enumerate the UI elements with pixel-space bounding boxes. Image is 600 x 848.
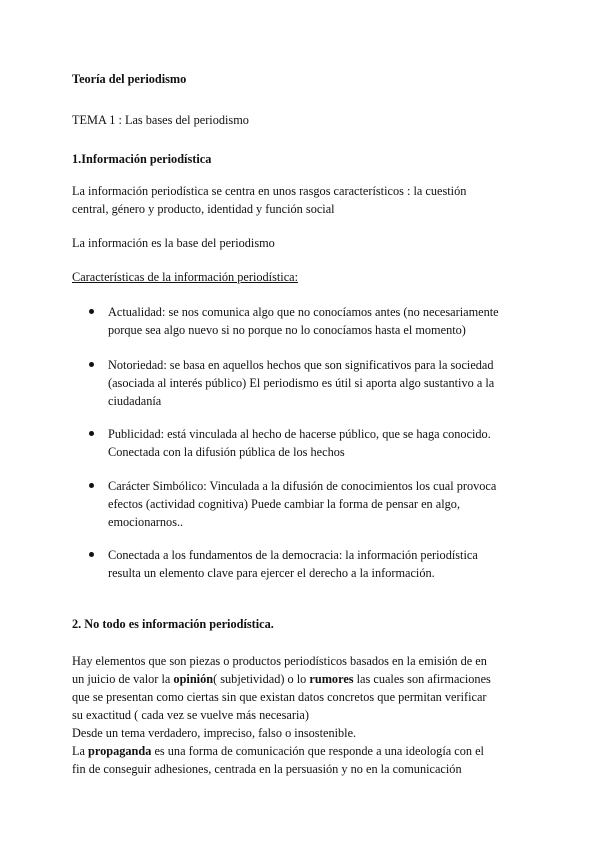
text-run: La — [72, 744, 89, 758]
text-line: emocionarnos.. — [108, 515, 184, 529]
section2-paragraph1 — [72, 652, 532, 778]
text-line: Publicidad: está vinculada al hecho de hacerse público, que se haga conocido. — [108, 427, 491, 441]
text-line: Conectada a los fundamentos de la democracia: la información periodística — [108, 548, 478, 562]
text-line: efectos (actividad cognitiva) Puede cambiar la forma de pensar en algo, — [108, 497, 461, 511]
text-line — [72, 742, 532, 760]
text-line — [72, 670, 532, 688]
tema-heading: TEMA 1 : Las bases del periodismo — [72, 113, 249, 127]
document-title: Teoría del periodismo — [72, 72, 187, 86]
section2-heading: 2. No todo es información periodística. — [72, 617, 274, 631]
text-line: (asociada al interés público) El periodismo es útil si aporta algo sustantivo a la — [108, 376, 495, 390]
text-run: ( subjetividad) o lo — [213, 672, 310, 686]
text-run: las cuales son afirmaciones — [353, 672, 491, 686]
bullet-icon — [89, 483, 94, 488]
text-line: Carácter Simbólico: Vinculada a la difusión de conocimientos los cual provoca — [108, 479, 497, 493]
emphasis-propaganda: propaganda — [88, 744, 152, 758]
text-line: Notoriedad: se basa en aquellos hechos que son significativos para la sociedad — [108, 358, 494, 372]
section1-heading: 1.Información periodística — [72, 152, 212, 166]
section1-paragraph1 — [72, 182, 532, 218]
text-line: fin de conseguir adhesiones, centrada en la persuasión y no en la comunicación — [72, 762, 462, 776]
text-run: un juicio de valor la — [72, 672, 174, 686]
emphasis-rumores: rumores — [309, 672, 354, 686]
text-line: La información periodística se centra en unos rasgos característicos : la cuestión — [72, 184, 467, 198]
text-line: ciudadanía — [108, 394, 162, 408]
text-line: resulta un elemento clave para ejercer el derecho a la información. — [108, 566, 435, 580]
text-line: Conectada con la difusión pública de los hechos — [108, 445, 345, 459]
text-line: Hay elementos que son piezas o productos periodísticos basados en la emisión de en — [72, 654, 487, 668]
text-line: su exactitud ( cada vez se vuelve más necesaria) — [72, 708, 309, 722]
features-heading: Características de la información periodística: — [72, 270, 299, 284]
bullet-icon — [89, 431, 94, 436]
bullet-icon — [89, 552, 94, 557]
emphasis-opinion: opinión — [173, 672, 214, 686]
text-line: porque sea algo nuevo si no porque no lo conocíamos hasta el momento) — [108, 323, 466, 337]
text-line: que se presentan como ciertas sin que existan datos concretos que permitan verificar — [72, 690, 487, 704]
section1-paragraph2: La información es la base del periodismo — [72, 236, 275, 250]
text-line: Actualidad: se nos comunica algo que no conocíamos antes (no necesariamente — [108, 305, 499, 319]
bullet-icon — [89, 362, 94, 367]
text-line: Desde un tema verdadero, impreciso, falso o insostenible. — [72, 726, 357, 740]
bullet-icon — [89, 309, 94, 314]
text-line: central, género y producto, identidad y función social — [72, 202, 335, 216]
text-run: es una forma de comunicación que responde a una ideología con el — [151, 744, 484, 758]
